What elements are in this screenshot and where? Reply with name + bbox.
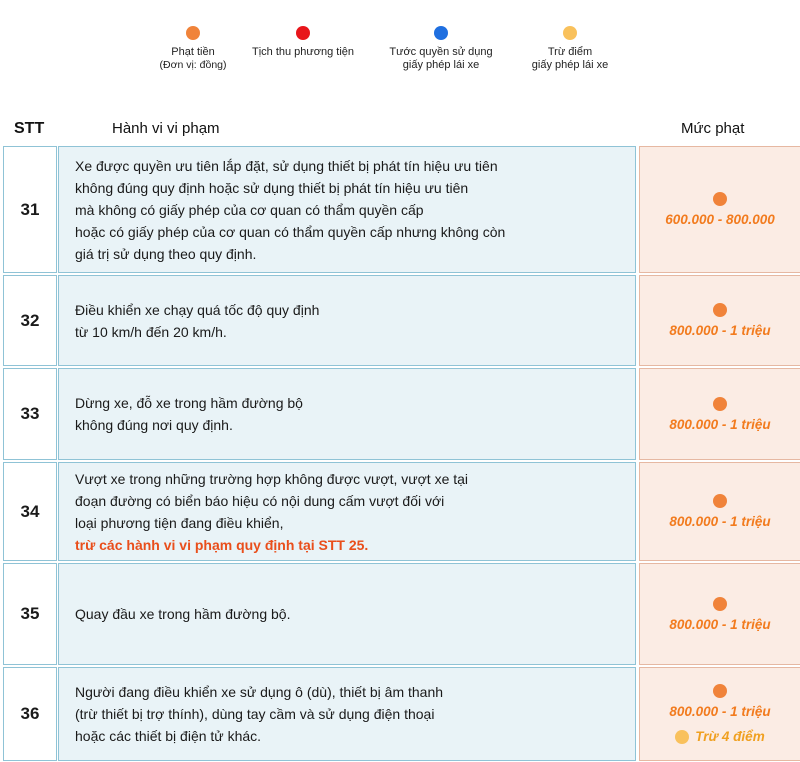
header-violation: Hành vi vi phạm [112,120,220,137]
fine-amount: 800.000 - 1 triệu [669,514,771,529]
row-violation [58,563,636,665]
orange-dot-icon [713,192,727,206]
points-deduction-text: Trừ 4 điểm [695,729,765,744]
row-stt: 31 [3,146,57,273]
violation-line: không đúng quy định hoặc sử dụng thiết bị phát tín hiệu ưu tiên [75,179,469,196]
row-violation [58,667,636,761]
violation-line: đoạn đường có biển báo hiệu có nội dung cấm vượt đối với [75,492,445,509]
violation-line: không đúng nơi quy định. [75,417,233,433]
fine-amount: 800.000 - 1 triệu [669,323,771,338]
orange-dot-icon [186,26,200,40]
red-dot-icon [296,26,310,40]
row-fine [639,368,800,460]
yellow-dot-icon [675,730,689,744]
violation-line: từ 10 km/h đến 20 km/h. [75,323,227,340]
row-stt: 35 [3,563,57,665]
header-fine: Mức phạt [681,120,745,137]
table-row [3,563,800,665]
table-row [3,146,800,273]
violation-line: (trừ thiết bị trợ thính), dùng tay cầm và sử dụng điện thoại [75,706,435,722]
legend-item-points [485,26,655,72]
row-stt: 33 [3,368,57,460]
legend-sub: giấy phép lái xe [402,59,480,71]
fine-amount: 600.000 - 800.000 [665,212,775,227]
points-deduction [675,729,764,744]
orange-dot-icon [713,303,727,317]
row-fine [639,563,800,665]
fine-amount: 800.000 - 1 triệu [669,416,771,432]
row-violation [58,275,636,366]
orange-dot-icon [713,397,727,411]
row-stt: 34 [3,462,57,561]
violation-line: giá trị sử dụng theo quy định. [75,245,257,262]
table-row [3,275,800,366]
row-stt: 36 [3,667,57,761]
orange-dot-icon [713,494,727,508]
row-violation [58,146,636,273]
blue-dot-icon [434,26,448,40]
legend-label: Tịch thu phương tiện [251,46,355,58]
violation-line: Dừng xe, đỗ xe trong hầm đường bộ [75,395,303,411]
violation-line: Vượt xe trong những trường hợp không được vượt, vượt xe tại [75,470,469,487]
orange-dot-icon [713,597,727,611]
row-stt: 32 [3,275,57,366]
violation-line: hoặc có giấy phép của cơ quan có thẩm quyền cấp nhưng không còn [75,223,506,240]
table-row [3,462,800,561]
legend-label: Phạt tiền [171,46,215,58]
violation-line: Quay đầu xe trong hầm đường bộ. [75,606,291,622]
table-row [3,667,800,761]
row-violation [58,368,636,460]
row-fine [639,275,800,366]
violation-line: Điều khiển xe chạy quá tốc độ quy định [75,301,320,318]
violation-line: loại phương tiện đang điều khiển, [75,514,284,531]
fine-amount: 800.000 - 1 triệu [669,704,771,719]
table-row [3,368,800,460]
violation-exception: trừ các hành vi vi phạm quy định tại STT 25. [75,536,369,553]
row-fine [639,462,800,561]
row-fine [639,146,800,273]
legend-label: Trừ điểm [547,46,593,58]
row-violation [58,462,636,561]
yellow-dot-icon [563,26,577,40]
legend [0,26,800,86]
legend-label: Tước quyền sử dụng [389,46,493,58]
fine-amount: 800.000 - 1 triệu [669,616,771,632]
row-fine [639,667,800,761]
orange-dot-icon [713,684,727,698]
violation-line: mà không có giấy phép của cơ quan có thẩm quyền cấp [75,201,424,218]
violation-line: Người đang điều khiển xe sử dụng ô (dù), thiết bị âm thanh [75,684,444,700]
legend-sub: giấy phép lái xe [531,59,609,71]
header-stt: STT [14,120,45,137]
violation-line: hoặc các thiết bị điện tử khác. [75,728,262,744]
violation-line: Xe được quyền ưu tiên lắp đặt, sử dụng thiết bị phát tín hiệu ưu tiên [75,157,498,174]
legend-sub: (Đơn vị: đồng) [159,59,227,71]
